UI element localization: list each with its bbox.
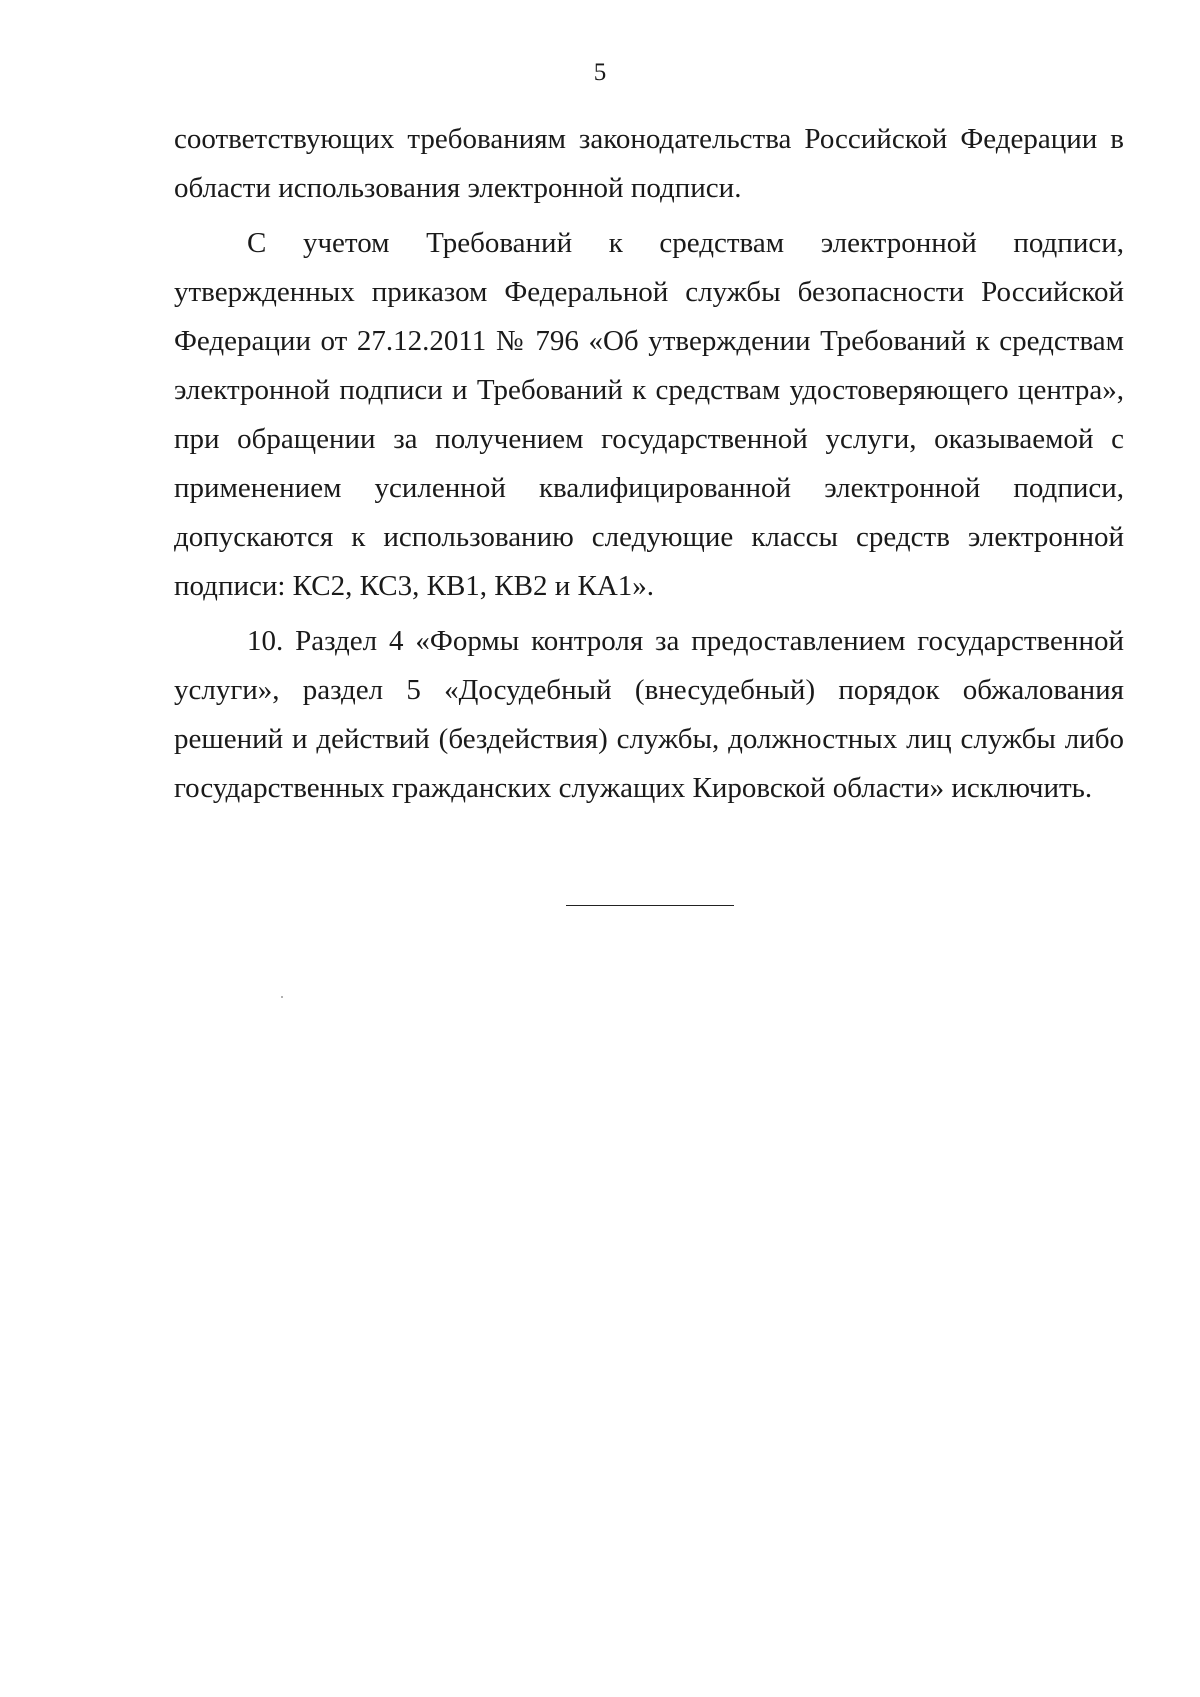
paragraph-signature-requirements: С учетом Требований к средствам электронной подписи, утвержденных приказом Федеральной службы безопасности Российской Федерации от 27.12.2011 № 796 «Об утверждении Требований к средствам электронной подписи и Требований к средствам удостоверяющего центра», при обращении за получением государственной услуги, оказываемой с применением усиленной квалифицированной электронной подписи, допускаются к использованию следующие классы средств электронной подписи: КС2, КС3, КВ1, КВ2 и КА1». — [174, 227, 1124, 602]
document-body — [174, 115, 1124, 819]
closing-rule — [566, 905, 734, 906]
scan-speck — [281, 996, 283, 998]
page-number: 5 — [593, 59, 607, 86]
paragraph-continuation: соответствующих требованиям законодательства Российской Федерации в области использования электронной подписи. — [174, 123, 1124, 204]
paragraph-item-10: 10. Раздел 4 «Формы контроля за предоставлением государственной услуги», раздел 5 «Досудебный (внесудебный) порядок обжалования решений и действий (бездействия) службы, должностных лиц службы либо государственных гражданских служащих Кировской области» исключить. — [174, 625, 1124, 804]
